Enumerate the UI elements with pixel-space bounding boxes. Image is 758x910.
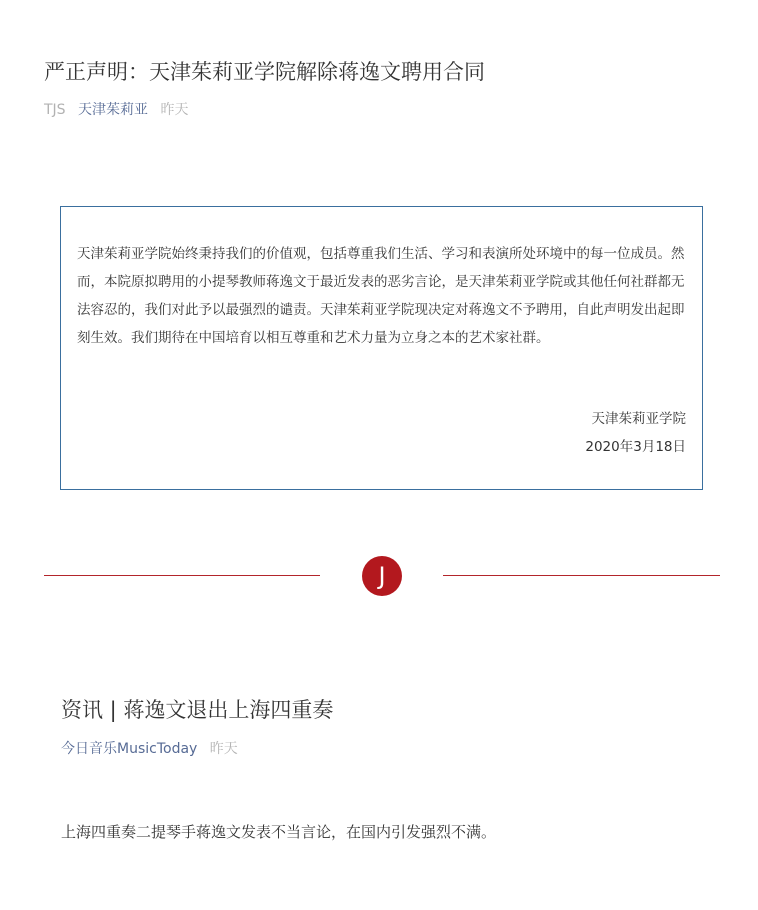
juilliard-j-logo: J: [362, 556, 402, 596]
divider-line-left: [44, 575, 320, 576]
statement-date: 2020年3月18日: [585, 439, 686, 455]
account-name-link[interactable]: 天津茱莉亚: [78, 102, 149, 118]
news-meta: [61, 738, 238, 760]
statement-text: 天津茱莉亚学院始终秉持我们的价值观，包括尊重我们生活、学习和表演所处环境中的每一位成员。然而，本院原拟聘用的小提琴教师蒋逸文于最近发表的恶劣言论，是天津茱莉亚学院或其他任何社群都无法容忍的，我们对此予以最强烈的谴责。天津茱莉亚学院现决定对蒋逸文不予聘用，自此声明发出起即刻生效。我们期待在中国培育以相互尊重和艺术力量为立身之本的艺术家社群。: [77, 246, 685, 346]
publish-time: 昨天: [160, 102, 189, 118]
news-publish-time: 昨天: [209, 741, 238, 757]
article-meta: [44, 99, 188, 121]
news-title: 资讯 | 蒋逸文退出上海四重奏: [61, 698, 334, 722]
statement-signature: 天津茱莉亚学院: [591, 411, 686, 427]
meta-prefix: TJS: [44, 102, 66, 118]
article-title: 严正声明：天津茱莉亚学院解除蒋逸文聘用合同: [44, 60, 485, 84]
news-account-link[interactable]: 今日音乐MusicToday: [61, 741, 198, 757]
news-body: 上海四重奏二提琴手蒋逸文发表不当言论，在国内引发强烈不满。: [61, 823, 497, 841]
divider-line-right: [443, 575, 720, 576]
